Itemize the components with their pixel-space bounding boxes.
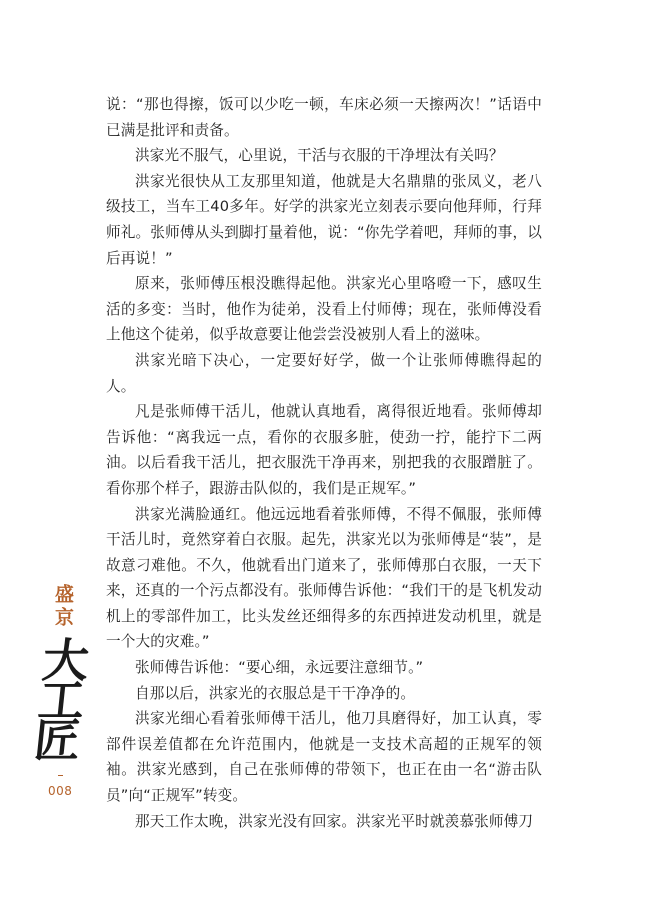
page-number: 008	[48, 784, 73, 798]
page-number-dash	[58, 775, 63, 776]
paragraph-9: 自那以后，洪家光的衣服总是干干净净的。	[135, 684, 416, 702]
paragraph-7: 洪家光满脸通红。他远远地看着张师傅，不得不佩服，张师傅干活儿时，竟然穿着白衣服。起先，洪家光以为张师傅是“装”，是故意刁难他。不久，他就看出门道来了，张师傅那白衣服，一天下来，还真的一个污点都没有。张师傅告诉他：“我们干的是飞机发动机上的零部件加工，比头发丝还细得多的东西掉进发动机里，就是一个大的灾难。”	[106, 505, 542, 651]
body-text	[106, 92, 542, 834]
paragraph-10: 洪家光细心看着张师傅干活儿，他刀具磨得好，加工认真，零部件误差值都在允许范围内，他就是一支技术高超的正规军的领袖。洪家光感到，自己在张师傅的带领下，也正在由一名“游击队员”向“正规军”转变。	[106, 710, 542, 805]
paragraph-4: 原来，张师傅压根没瞧得起他。洪家光心里咯噔一下，感叹生活的多变：当时，他作为徒弟，没看上付师傅；现在，张师傅没看上他这个徒弟，似乎故意要让他尝尝没被别人看上的滋味。	[106, 275, 542, 344]
paragraph-2: 洪家光不服气，心里说，干活与衣服的干净埋汰有关吗？	[135, 147, 504, 165]
paragraph-6: 凡是张师傅干活儿，他就认真地看，离得很近地看。张师傅却告诉他：“离我远一点，看你的衣服多脏，使劲一拧，能拧下二两油。以后看我干活儿，把衣服洗干净再来，别把我的衣服蹭脏了。看你那个样子，跟游击队似的，我们是正规军。”	[106, 403, 542, 497]
paragraph-8: 张师傅告诉他：“要心细，永远要注意细节。”	[135, 659, 424, 677]
side-banner	[20, 578, 98, 808]
series-title: 盛京	[52, 584, 74, 630]
paragraph-3: 洪家光很快从工友那里知道，他就是大名鼎鼎的张凤义，老八级技工，当车工40多年。好学的洪家光立刻表示要向他拜师，行拜师礼。张师傅从头到脚打量着他，说：“你先学着吧，拜师的事，以后再说！”	[106, 172, 542, 267]
paragraph-1: 说：“那也得擦，饭可以少吃一顿，车床必须一天擦两次！”话语中已满是批评和责备。	[106, 96, 542, 139]
paragraph-11: 那天工作太晚，洪家光没有回家。洪家光平时就羡慕张师傅刀	[135, 812, 534, 830]
paragraph-5: 洪家光暗下决心，一定要好好学，做一个让张师傅瞧得起的人。	[106, 351, 542, 395]
brand-calligraphy-title: 大工匠	[25, 636, 93, 756]
